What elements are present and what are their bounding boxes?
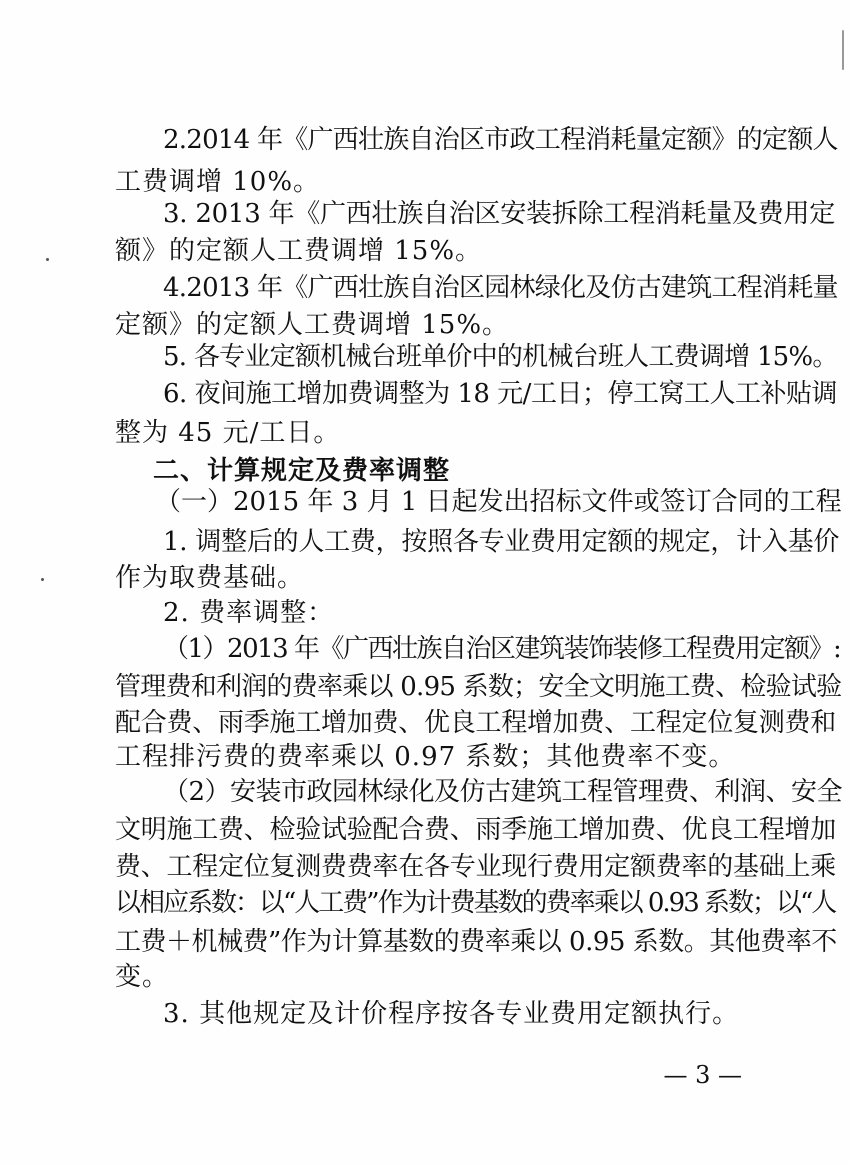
text-line: 管理费和利润的费率乘以 0.95 系数；安全文明施工费、检验试验 <box>115 672 842 702</box>
text-line: 整为 45 元/工日。 <box>115 418 341 448</box>
text-line: 额》的定额人工费调增 15%。 <box>115 236 483 266</box>
scan-speck <box>41 578 44 581</box>
text-line: 工费调增 10%。 <box>115 167 321 197</box>
text-line: 5. 各专业定额机械台班单价中的机械台班人工费调增 15%。 <box>163 342 838 372</box>
text-line: 以相应系数：以“人工费”作为计费基数的费率乘以 0.93 系数；以“人 <box>115 888 836 918</box>
text-line: 定额》的定额人工费调增 15%。 <box>115 310 510 340</box>
text-line: 变。 <box>115 962 170 992</box>
text-line: 3. 其他规定及计价程序按各专业费用定额执行。 <box>163 999 740 1029</box>
text-line: 文明施工费、检验试验配合费、雨季施工增加费、优良工程增加 <box>115 815 837 845</box>
text-line: 6. 夜间施工增加费调整为 18 元/工日；停工窝工人工补贴调 <box>163 379 837 409</box>
subsection-heading: （一）2015 年 3 月 1 日起发出招标文件或签订合同的工程 <box>155 487 842 517</box>
text-line: （2）安装市政园林绿化及仿古建筑工程管理费、利润、安全 <box>163 777 843 807</box>
scan-speck <box>46 258 49 261</box>
text-line: 2.2014 年《广西壮族自治区市政工程消耗量定额》的定额人 <box>163 125 838 155</box>
text-line: 2. 费率调整： <box>163 598 335 628</box>
scan-edge-mark <box>842 30 844 70</box>
page-number: — 3 — <box>663 1061 742 1089</box>
text-line: （1）2013 年《广西壮族自治区建筑装饰装修工程费用定额》: <box>163 634 841 664</box>
text-line: 4.2013 年《广西壮族自治区园林绿化及仿古建筑工程消耗量 <box>163 273 838 303</box>
text-line: 配合费、雨季施工增加费、优良工程增加费、工程定位复测费和 <box>115 708 837 738</box>
text-line: 1. 调整后的人工费，按照各专业费用定额的规定，计入基价 <box>163 527 840 557</box>
section-heading: 二、计算规定及费率调整 <box>153 456 451 486</box>
text-line: 费、工程定位复测费费率在各专业现行费用定额费率的基础上乘 <box>115 852 837 882</box>
text-line: 3. 2013 年《广西壮族自治区安装拆除工程消耗量及费用定 <box>163 199 836 229</box>
text-line: 作为取费基础。 <box>115 563 305 593</box>
text-line: 工费＋机械费”作为计算基数的费率乘以 0.95 系数。其他费率不 <box>115 927 837 957</box>
text-line: 工程排污费的费率乘以 0.97 系数；其他费率不变。 <box>115 742 736 772</box>
